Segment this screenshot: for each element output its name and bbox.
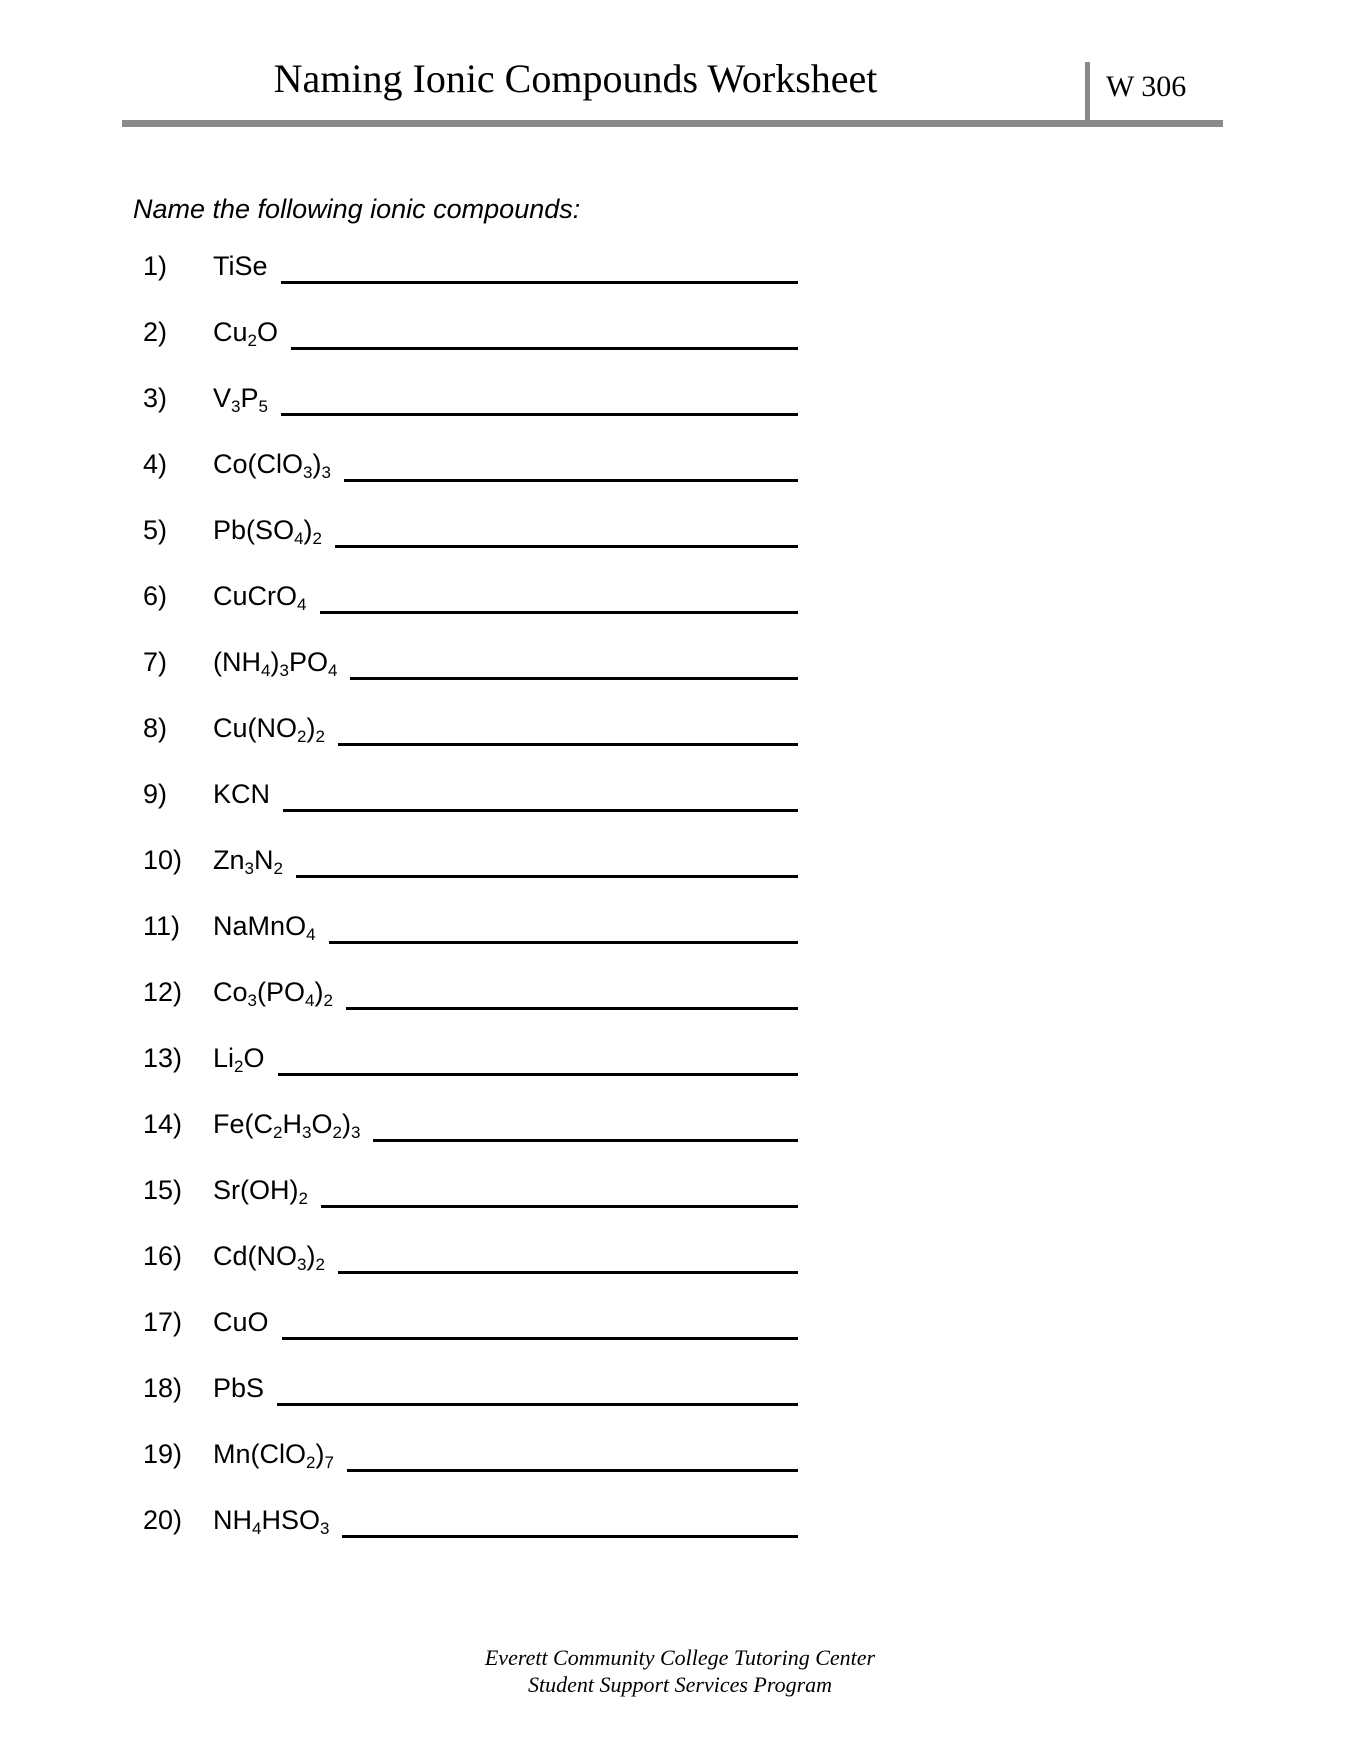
- answer-blank: [283, 809, 798, 812]
- item-formula: CuO: [213, 1307, 269, 1337]
- worksheet-item: [143, 449, 798, 483]
- item-number: 20): [143, 1505, 183, 1535]
- item-formula: Fe(C2H3O2)3: [213, 1109, 361, 1142]
- item-formula: V3P5: [213, 383, 268, 416]
- worksheet-item: [143, 383, 798, 417]
- worksheet-items: [143, 251, 798, 1571]
- item-formula: KCN: [213, 779, 271, 809]
- worksheet-item: [143, 1505, 798, 1539]
- answer-blank: [281, 413, 798, 416]
- page-title: Naming Ionic Compounds Worksheet: [273, 56, 878, 101]
- worksheet-item: [143, 1439, 798, 1473]
- worksheet-item: [143, 251, 798, 285]
- worksheet-item: [143, 977, 798, 1011]
- item-formula: Sr(OH)2: [213, 1175, 308, 1208]
- worksheet-item: [143, 845, 798, 879]
- worksheet-item: [143, 1241, 798, 1275]
- item-formula: Co(ClO3)3: [213, 449, 331, 482]
- item-number: 9): [143, 779, 168, 809]
- item-number: 18): [143, 1373, 183, 1403]
- item-number: 7): [143, 647, 168, 677]
- item-number: 12): [143, 977, 183, 1007]
- footer-line1: Everett Community College Tutoring Center: [484, 1645, 876, 1670]
- worksheet-item: [143, 1109, 798, 1143]
- item-number: 4): [143, 449, 168, 479]
- answer-blank: [296, 875, 798, 878]
- item-number: 5): [143, 515, 168, 545]
- item-formula: Cd(NO3)2: [213, 1241, 325, 1274]
- worksheet-item: [143, 647, 798, 681]
- answer-blank: [282, 1337, 798, 1340]
- answer-blank: [350, 677, 798, 680]
- answer-blank: [338, 1271, 798, 1274]
- worksheet-item: [143, 779, 798, 813]
- worksheet-header: [122, 54, 1223, 127]
- item-formula: TiSe: [213, 251, 268, 281]
- worksheet-item: [143, 713, 798, 747]
- answer-blank: [320, 611, 798, 614]
- worksheet-item: [143, 317, 798, 351]
- answer-blank: [281, 281, 798, 284]
- item-number: 15): [143, 1175, 183, 1205]
- answer-blank: [338, 743, 798, 746]
- answer-blank: [321, 1205, 798, 1208]
- item-formula: Mn(ClO2)7: [213, 1439, 334, 1472]
- item-number: 6): [143, 581, 168, 611]
- answer-blank: [278, 1073, 798, 1076]
- worksheet-item: [143, 1373, 798, 1407]
- worksheet-code: W 306: [1085, 62, 1223, 120]
- item-formula: Co3(PO4)2: [213, 977, 333, 1010]
- item-number: 3): [143, 383, 168, 413]
- answer-blank: [347, 1469, 798, 1472]
- item-formula: NaMnO4: [213, 911, 316, 944]
- worksheet-item: [143, 1043, 798, 1077]
- answer-blank: [344, 479, 798, 482]
- answer-blank: [346, 1007, 798, 1010]
- item-formula: Zn3N2: [213, 845, 283, 878]
- item-number: 10): [143, 845, 183, 875]
- answer-blank: [329, 941, 798, 944]
- item-formula: NH4HSO3: [213, 1505, 330, 1538]
- answer-blank: [342, 1535, 798, 1538]
- item-formula: Cu(NO2)2: [213, 713, 325, 746]
- item-number: 14): [143, 1109, 183, 1139]
- page-footer: [0, 1644, 1346, 1698]
- footer-line2: Student Support Services Program: [527, 1672, 833, 1697]
- worksheet-item: [143, 581, 798, 615]
- answer-blank: [373, 1139, 798, 1142]
- item-number: 11): [143, 911, 181, 941]
- instruction-text: Name the following ionic compounds:: [133, 194, 581, 224]
- item-number: 2): [143, 317, 168, 347]
- item-formula: PbS: [213, 1373, 265, 1403]
- item-number: 19): [143, 1439, 183, 1469]
- worksheet-item: [143, 515, 798, 549]
- item-number: 17): [143, 1307, 183, 1337]
- item-number: 13): [143, 1043, 183, 1073]
- item-number: 16): [143, 1241, 183, 1271]
- item-number: 8): [143, 713, 168, 743]
- item-formula: (NH4)3PO4: [213, 647, 338, 680]
- item-formula: Pb(SO4)2: [213, 515, 323, 548]
- answer-blank: [277, 1403, 798, 1406]
- worksheet-item: [143, 1307, 798, 1341]
- item-formula: CuCrO4: [213, 581, 307, 614]
- worksheet-item: [143, 911, 798, 945]
- item-formula: Cu2O: [213, 317, 279, 350]
- answer-blank: [291, 347, 798, 350]
- worksheet-item: [143, 1175, 798, 1209]
- answer-blank: [335, 545, 798, 548]
- item-formula: Li2O: [213, 1043, 265, 1076]
- item-number: 1): [143, 251, 168, 281]
